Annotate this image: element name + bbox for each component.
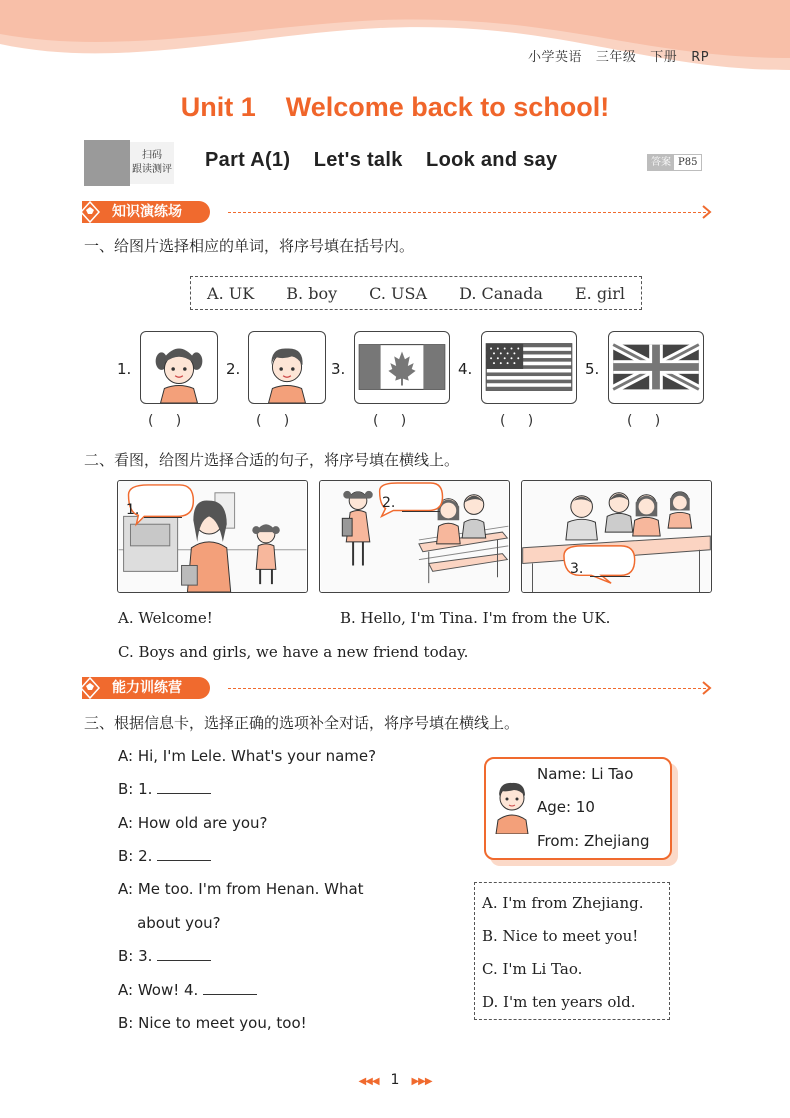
bubble-number: 1.: [126, 502, 140, 518]
dialogue-line: [118, 847, 211, 865]
boy-avatar-icon: [490, 778, 534, 834]
section-star-icon: [78, 676, 102, 700]
qr-label-line2: 跟读测评: [132, 164, 172, 175]
pic-number: 1.: [117, 360, 132, 378]
bubble-number: 2.: [382, 495, 396, 511]
qr-label-line1: 扫码: [142, 150, 162, 161]
picture-girl: [140, 331, 218, 404]
dialogue-text: B: 3.: [118, 947, 158, 965]
answer-tag-label: 答案: [648, 155, 674, 170]
answer-paren[interactable]: ( ): [627, 413, 661, 429]
answer-paren[interactable]: ( ): [500, 413, 534, 429]
q3-choice-c: C. I'm Li Tao.: [482, 960, 583, 978]
section-ability-label: 能力训练营: [82, 677, 210, 699]
section-dashed-line: [228, 688, 706, 689]
picture-usa-flag: [481, 331, 577, 404]
prev-arrows-icon[interactable]: ◀◀◀: [358, 1076, 379, 1087]
info-name: Name: Li Tao: [537, 765, 634, 783]
q3-choice-a: A. I'm from Zhejiang.: [482, 894, 644, 912]
section-practice-label: 知识演练场: [82, 201, 210, 223]
word-option: E. girl: [574, 283, 625, 303]
dialogue-line: [118, 947, 211, 965]
word-option: D. Canada: [459, 283, 543, 303]
next-arrows-icon[interactable]: ▶▶▶: [411, 1076, 432, 1087]
dialogue-text: B: 1.: [118, 780, 158, 798]
picture-boy: [248, 331, 326, 404]
dialogue-line: [118, 747, 376, 765]
dialogue-line: [118, 1014, 307, 1032]
dialogue-line: [118, 814, 268, 832]
usa-flag-icon: [482, 332, 576, 403]
answer-tag-page: P85: [678, 157, 698, 168]
boy-face-icon: [249, 332, 325, 403]
q2-title: 二、看图，给图片选择合适的句子，将序号填在横线上。: [84, 451, 460, 469]
answer-blank-2[interactable]: [157, 849, 211, 861]
girl-face-icon: [141, 332, 217, 403]
answer-blank-1[interactable]: [157, 782, 211, 794]
q1-word-box: [190, 276, 642, 310]
dialogue-text: A: How old are you?: [118, 814, 268, 832]
canada-flag-icon: [355, 332, 449, 403]
answer-paren[interactable]: ( ): [148, 413, 182, 429]
qr-code-icon[interactable]: [84, 140, 130, 186]
bubble-blank[interactable]: [144, 517, 182, 518]
qr-label: [130, 142, 174, 184]
scene-1: [117, 480, 308, 593]
scene-3: [521, 480, 712, 593]
answer-blank-3[interactable]: [157, 949, 211, 961]
q3-title: 三、根据信息卡，选择正确的选项补全对话，将序号填在横线上。: [84, 714, 520, 732]
page-footer: [0, 1072, 790, 1088]
part-title: Part A(1) Let's talk Look and say: [205, 149, 558, 171]
q2-option-b: B. Hello, I'm Tina. I'm from the UK.: [340, 609, 611, 627]
q1-title: 一、给图片选择相应的单词，将序号填在括号内。: [84, 237, 415, 255]
word-option: C. USA: [369, 283, 428, 303]
dialogue-line: [118, 780, 211, 798]
q2-option-a: A. Welcome!: [118, 609, 213, 627]
pic-number: 5.: [585, 360, 600, 378]
info-age: Age: 10: [537, 798, 595, 816]
bubble-blank[interactable]: [402, 511, 440, 512]
section-star-icon: [78, 200, 102, 224]
answer-paren[interactable]: ( ): [373, 413, 407, 429]
uk-flag-icon: [609, 332, 703, 403]
dialogue-text: B: Nice to meet you, too!: [118, 1014, 307, 1032]
section-ability-band: [0, 677, 790, 699]
section-dashed-line: [228, 212, 706, 213]
answer-tag: [647, 154, 702, 171]
dialogue-text: about you?: [118, 914, 221, 932]
pic-number: 2.: [226, 360, 241, 378]
pic-number: 3.: [331, 360, 346, 378]
q3-choice-b: B. Nice to meet you!: [482, 927, 639, 945]
section-arrow-icon: [702, 205, 712, 219]
dialogue-text: A: Wow! 4.: [118, 981, 204, 999]
classroom-teacher-illustration: [118, 481, 307, 592]
unit-title: Unit 1 Welcome back to school!: [180, 92, 610, 122]
bubble-number: 3.: [570, 561, 584, 577]
q2-option-c: C. Boys and girls, we have a new friend today.: [118, 643, 469, 661]
page-number: 1: [390, 1072, 400, 1088]
section-arrow-icon: [702, 681, 712, 695]
book-meta: 小学英语 三年级 下册 RP: [528, 50, 710, 65]
picture-canada-flag: [354, 331, 450, 404]
answer-blank-4[interactable]: [203, 983, 257, 995]
answer-paren[interactable]: ( ): [256, 413, 290, 429]
dialogue-line: [118, 981, 257, 999]
scene-2: [319, 480, 510, 593]
section-practice-band: [0, 201, 790, 223]
word-option: B. boy: [286, 283, 338, 303]
picture-uk-flag: [608, 331, 704, 404]
word-option: A. UK: [207, 283, 255, 303]
q3-choice-d: D. I'm ten years old.: [482, 993, 636, 1011]
dialogue-text: A: Me too. I'm from Henan. What: [118, 880, 364, 898]
info-from: From: Zhejiang: [537, 832, 650, 850]
dialogue-line: [118, 880, 364, 898]
pic-number: 4.: [458, 360, 473, 378]
dialogue-line: [118, 914, 221, 932]
bubble-blank[interactable]: [590, 576, 630, 577]
dialogue-text: B: 2.: [118, 847, 158, 865]
dialogue-text: A: Hi, I'm Lele. What's your name?: [118, 747, 377, 765]
classroom-tina-illustration: [320, 481, 509, 592]
